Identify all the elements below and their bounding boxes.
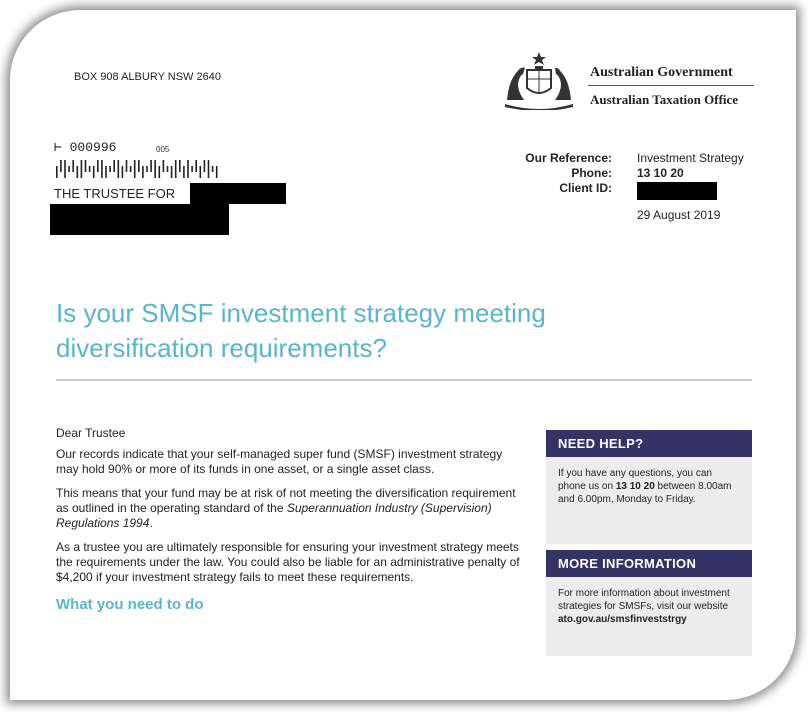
barcode-bar — [77, 166, 79, 178]
our-reference-label: Our Reference: — [525, 151, 612, 165]
more-info-description: For more information about investment strategies for SMSFs, visit our website — [558, 588, 730, 612]
barcode-bar — [163, 160, 165, 172]
barcode-bar — [150, 160, 152, 172]
barcode-bar — [216, 166, 218, 178]
barcode-bar — [64, 160, 66, 178]
barcode-bar — [122, 166, 124, 178]
barcode-bar — [204, 160, 206, 172]
paragraph-risk-start: This means that your fund may be at risk of not meeting the diversification requirement as outlined in the operating standard of the — [56, 486, 516, 515]
help-text-start: If you have any questions, you can phone us on — [558, 468, 712, 492]
phone-value: 13 10 20 — [637, 166, 684, 180]
regulation-title: Superannuation Industry (Supervision) Regulations 1994 — [56, 501, 492, 530]
more-info-url[interactable]: ato.gov.au/smsfinveststrgy — [558, 614, 687, 625]
title-line-1: Is your SMSF investment strategy meeting — [56, 298, 546, 328]
redacted-address — [50, 204, 229, 235]
paragraph-risk — [56, 486, 526, 531]
barcode-bar — [93, 166, 95, 178]
barcode-bar — [195, 160, 197, 172]
barcode-bar — [113, 160, 115, 172]
agency-divider — [588, 85, 754, 86]
more-info-title: MORE INFORMATION — [546, 550, 752, 577]
more-info-panel — [546, 550, 752, 656]
barcode-bar — [167, 166, 169, 172]
barcode-bar — [179, 160, 181, 172]
more-info-text — [546, 577, 752, 636]
barcode-bar — [85, 160, 87, 172]
barcode-bar — [175, 160, 177, 178]
barcode-bar — [200, 166, 202, 178]
barcode-bar — [105, 166, 107, 178]
phone-label: Phone: — [571, 166, 612, 180]
letter-date: 29 August 2019 — [637, 208, 721, 222]
barcode-bar — [208, 160, 210, 178]
need-help-title: NEED HELP? — [546, 430, 752, 457]
barcode-bar — [109, 166, 111, 172]
need-help-text — [546, 457, 752, 516]
subheading-what-to-do: What you need to do — [56, 596, 204, 613]
mail-code: 005 — [156, 145, 170, 154]
redacted-trustee-name — [190, 183, 286, 204]
our-reference-value: Investment Strategy — [637, 151, 744, 165]
barcode-bar — [89, 166, 91, 172]
barcode-bar — [138, 160, 140, 172]
paragraph-records: Our records indicate that your self-managed super fund (SMSF) investment strategy may hold 90% or more of its funds in one asset, or a single asset class. — [56, 447, 503, 476]
page-title — [56, 296, 676, 366]
title-divider — [56, 379, 752, 381]
paragraph-responsibility: As a trustee you are ultimately responsible for ensuring your investment strategy meets the requirements under the law. You could also be liable for an administrative penalty of $4,200 if your investment strategy fails to meet these requirements. — [56, 540, 520, 584]
barcode-bar — [101, 160, 103, 178]
barcode-bar — [191, 166, 193, 172]
letter-body — [56, 426, 526, 621]
reference-values — [637, 151, 744, 181]
coat-of-arms-icon — [497, 50, 581, 110]
barcode-bar — [130, 166, 132, 172]
barcode-bar — [56, 166, 58, 178]
barcode-bar — [60, 160, 62, 172]
reference-labels — [500, 151, 612, 196]
barcode-bar — [68, 166, 70, 172]
redacted-client-id — [637, 182, 717, 200]
title-line-2: diversification requirements? — [56, 333, 387, 363]
barcode-bar — [72, 160, 74, 172]
barcode-bar — [212, 166, 214, 172]
trustee-name-prefix: THE TRUSTEE FOR — [54, 186, 176, 201]
barcode-bar — [154, 160, 156, 178]
barcode-bar — [142, 166, 144, 178]
barcode-bar — [146, 166, 148, 172]
barcode-bar — [171, 166, 173, 178]
barcode-bar — [118, 160, 120, 178]
return-address: BOX 908 ALBURY NSW 2640 — [74, 71, 221, 83]
barcode-bar — [81, 160, 83, 178]
barcode-bar — [183, 166, 185, 178]
need-help-panel — [546, 430, 752, 544]
help-text-end: between 8.00am and 6.00pm, Monday to Friday. — [558, 481, 732, 505]
agency-line-1: Australian Government — [590, 65, 733, 80]
barcode-bar — [97, 160, 99, 172]
mail-id: ⊢ 000996 — [54, 140, 117, 155]
barcode-bar — [126, 160, 128, 172]
paragraph-risk-end: . — [149, 516, 153, 530]
postal-barcode — [54, 158, 224, 180]
barcode-bar — [187, 160, 189, 178]
agency-line-2: Australian Taxation Office — [590, 92, 739, 107]
salutation: Dear Trustee — [56, 426, 126, 440]
help-phone: 13 10 20 — [615, 481, 655, 492]
barcode-bar — [134, 160, 136, 178]
barcode-bar — [159, 166, 161, 178]
client-id-label: Client ID: — [559, 181, 612, 195]
